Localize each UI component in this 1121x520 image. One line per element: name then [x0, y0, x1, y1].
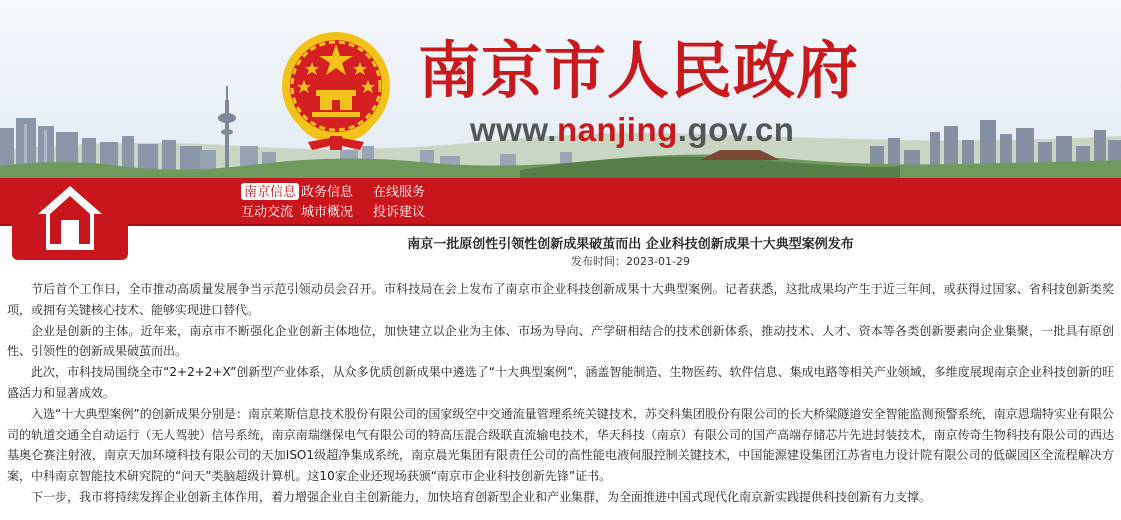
article-paragraph: 此次，市科技局围绕全市“2+2+2+X”创新型产业体系，从众多优质创新成果中遴选了“十大典型案例”，涵盖智能制造、生物医药、软件信息、集成电路等相关产业领域，多维度展现南京企业科技创新的旺盛活力和显著成效。: [7, 365, 1114, 400]
url-highlight: nanjing: [556, 111, 678, 148]
publish-date-label: 发布时间：: [571, 255, 627, 268]
nav-item-city-overview[interactable]: 城市概况: [301, 204, 354, 219]
nav-menu: [241, 183, 461, 220]
article-title: 南京一批原创性引领性创新成果破茧而出 企业科技创新成果十大典型案例发布: [407, 237, 854, 252]
url-prefix: www.: [470, 111, 557, 148]
site-banner: [0, 0, 1121, 178]
home-button[interactable]: [12, 178, 128, 260]
nav-item-interaction[interactable]: 互动交流: [241, 204, 294, 219]
main-nav: [0, 178, 1121, 226]
article-paragraph: 入选“十大典型案例”的创新成果分别是：南京莱斯信息技术股份有限公司的国家级空中交通流量管理系统关键技术，苏交科集团股份有限公司的长大桥梁隧道安全智能监测预警系统，南京恩瑞特实业有限公司的轨道交通全自动运行（无人驾驶）信号系统，南京南瑞继保电气有限公司的特高压混合级联直流输电技术，华天科技（南京）有限公司的国产高端存储芯片先进封装技术，南京传奇生物科技有限公司的西达基奥仑赛注射液，南京天加环境科技有限公司的天加ISO1级超净集成系统，南京晨光集团有限责任公司的高性能电液伺服控制关键技术，中国能源建设集团江苏省电力设计院有限公司的低碳园区全流程解决方案，中科南京智能技术研究院的“问天”类脑超级计算机。这10家企业还现场获颁“南京市企业科技创新先锋”证书。: [7, 406, 1114, 484]
article-paragraph: 下一步，我市将持续发挥企业创新主体作用，着力增强企业自主创新能力，加快培育创新型企业和产业集群，为全面推进中国式现代化南京新实践提供科技创新有力支撑。: [31, 489, 932, 504]
publish-date: [140, 255, 1121, 269]
nav-item-online-service[interactable]: 在线服务: [373, 184, 426, 199]
article-paragraph: 企业是创新的主体。近年来，南京市不断强化企业创新主体地位，加快建立以企业为主体、市场为导向、产学研相结合的技术创新体系，推动技术、人才、资本等各类创新要素向企业集聚，一批具有原创性、引领性的创新成果破茧而出。: [7, 323, 1114, 359]
site-name: 南京市人民政府: [418, 34, 860, 107]
nav-item-government-info[interactable]: 政务信息: [301, 184, 354, 199]
house-icon: [34, 182, 106, 254]
site-url[interactable]: [470, 112, 794, 148]
publish-date-value: 2023-01-29: [626, 255, 690, 268]
nav-item-complaints[interactable]: 投诉建议: [373, 204, 426, 219]
url-suffix: .gov.cn: [677, 111, 795, 148]
article-body: [7, 279, 1114, 508]
national-emblem-icon: [278, 28, 394, 152]
article-paragraph: 节后首个工作日，全市推动高质量发展争当示范引领动员会召开。市科技局在会上发布了南京市企业科技创新成果十大典型案例。记者获悉，这批成果均产生于近三年间，或获得过国家、省科技创新类奖项，或拥有关键核心技术、能够实现进口替代。: [7, 282, 1114, 317]
nav-item-nanjing-info[interactable]: 南京信息: [241, 183, 299, 200]
